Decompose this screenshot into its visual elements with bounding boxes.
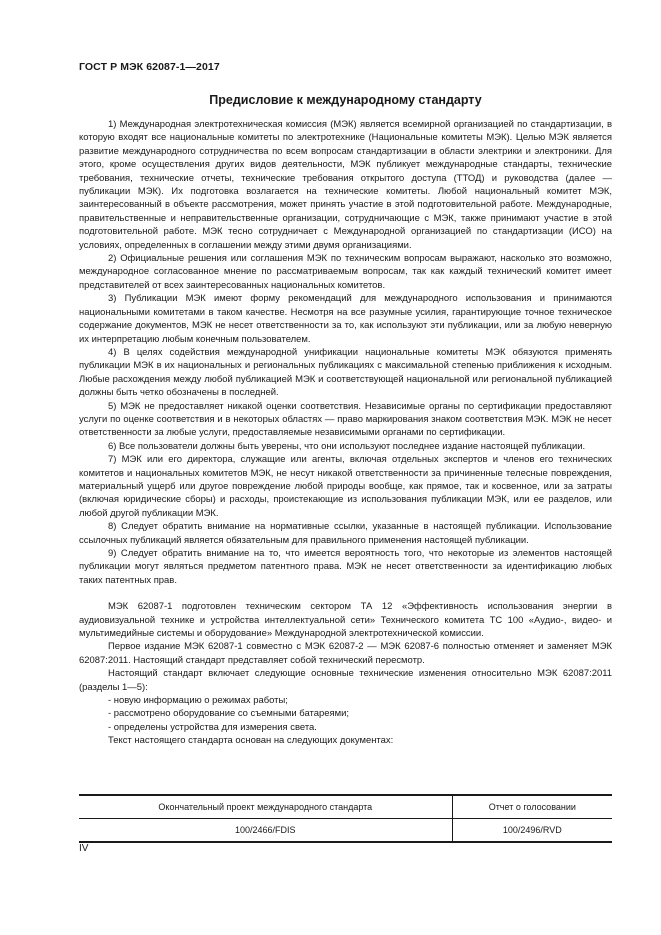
info-paragraph-prepared-by: МЭК 62087-1 подготовлен техническим сектором ТА 12 «Эффективность использования энергии в аудиовизуальной технике и устройства интеллектуальной сети» Технического комитета ТС 100 «Аудио-, видео- и мультимедийные системы и оборудование» Международной электротехнической комиссии. (79, 601, 612, 640)
info-paragraph-edition: Первое издание МЭК 62087-1 совместно с МЭК 62087-2 — МЭК 62087-6 полностью отменяет и заменяет МЭК 62087:2011. Настоящий стандарт представляет собой технический пересмотр. (79, 641, 612, 666)
preface-item-3: 3) Публикации МЭК имеют форму рекомендаций для международного использования и принимаются национальными комитетами в таком качестве. Несмотря на все разумные усилия, гарантирующие точное техническое содержание документов, МЭК не несет ответственности за то, как используют эти публикации, или за любую неверную их интерпретацию любым конечным пользователем. (79, 293, 612, 345)
preface-item-5: 5) МЭК не предоставляет никакой оценки соответствия. Независимые органы по сертификации предоставляют услуги по оценке соответствия и в некоторых областях — право маркирования знаком соответствия МЭК. МЭК не несет ответственности за любые услуги, предоставляемые независимыми органами по сертификации. (79, 400, 612, 439)
info-paragraph-changes: Настоящий стандарт включает следующие основные технические изменения относительно МЭК 62087:2011 (разделы 1—5): (79, 668, 612, 693)
voting-documents-table (79, 794, 612, 843)
page-title: Предисловие к международному стандарту (209, 93, 482, 107)
table-header-cell: Окончательный проект международного стандарта (79, 795, 452, 819)
table-cell-rvd: 100/2496/RVD (452, 819, 612, 843)
document-code-header: ГОСТ Р МЭК 62087-1—2017 (79, 61, 220, 73)
change-list-item: - новую информацию о режимах работы; (108, 695, 288, 707)
info-paragraph-based-on: Текст настоящего стандарта основан на следующих документах: (108, 735, 394, 747)
page-number: IV (79, 843, 89, 854)
preface-item-6: 6) Все пользователи должны быть уверены, что они используют последнее издание настоящей публикации. (108, 440, 586, 452)
preface-item-7: 7) МЭК или его директора, служащие или агенты, включая отдельных экспертов и членов его технических комитетов и национальных комитетов МЭК, не несут никакой ответственности за причиненные телесные повреждения, материальный ущерб или другое повреждение любой природы вообще, как прямое, так и косвенное, или за затраты (включая юридические сборы) и расходы, проистекающие из использования публикации МЭК, или ее разделов, или любой другой публикации МЭК. (79, 454, 612, 519)
change-list-item: - рассмотрено оборудование со съемными батареями; (108, 708, 349, 720)
preface-body (79, 118, 612, 748)
preface-item-8: 8) Следует обратить внимание на нормативные ссылки, указанные в настоящей публикации. Использование ссылочных публикаций является обязательным для правильного применения настоящей публикации. (79, 521, 612, 546)
table-row (79, 819, 612, 843)
preface-item-4: 4) В целях содействия международной унификации национальные комитеты МЭК обязуются применять публикации МЭК в их национальных и региональных публикациях с максимальной степенью приближения к исходным. Любые расхождения между любой публикацией МЭК и соответствующей национальной или региональной публикацией должны быть четко обозначены в последней. (79, 346, 612, 399)
table-cell-fdis: 100/2466/FDIS (79, 819, 452, 843)
preface-item-2: 2) Официальные решения или соглашения МЭК по техническим вопросам выражают, насколько это возможно, международное согласованное мнение по рассматриваемым вопросам, так как каждый технический комитет имеет представителей от всех заинтересованных национальных комитетов. (79, 253, 612, 291)
table-header-row (79, 795, 612, 819)
preface-item-1: 1) Международная электротехническая комиссия (МЭК) является всемирной организацией по стандартизации, в которую входят все национальные комитеты по электротехнике (Национальные комитеты МЭК). Целью МЭК является развитие международного сотрудничества по всем вопросам стандартизации в области электрики и электроники. Для этого, кроме осуществления других видов деятельности, МЭК публикует международные стандарты, технические требования, технические отчеты, технические требования открытого доступа (ТТОД) и руководства (далее — публикации МЭК). Их подготовка возлагается на технические комитеты. Любой национальный комитет МЭК, заинтересованный в объекте рассмотрения, может принять участие в этой подготовительной работе. Международные, правительственные и неправительственные организации, сотрудничающие с МЭК, также принимают участие в этой подготовительной работе. МЭК тесно сотрудничает с Международной организацией по стандартизации (ИСО) на условиях, определенных в соглашении между этими двумя организациями. (79, 119, 612, 251)
change-list-item: - определены устройства для измерения света. (108, 721, 317, 733)
table-header-cell: Отчет о голосовании (452, 795, 612, 819)
section-gap (79, 587, 612, 600)
preface-item-9: 9) Следует обратить внимание на то, что имеется вероятность того, что некоторые из элементов настоящей публикации могут являться предметом патентного права. МЭК не несет ответственности за идентификацию любых таких патентных прав. (79, 548, 612, 586)
